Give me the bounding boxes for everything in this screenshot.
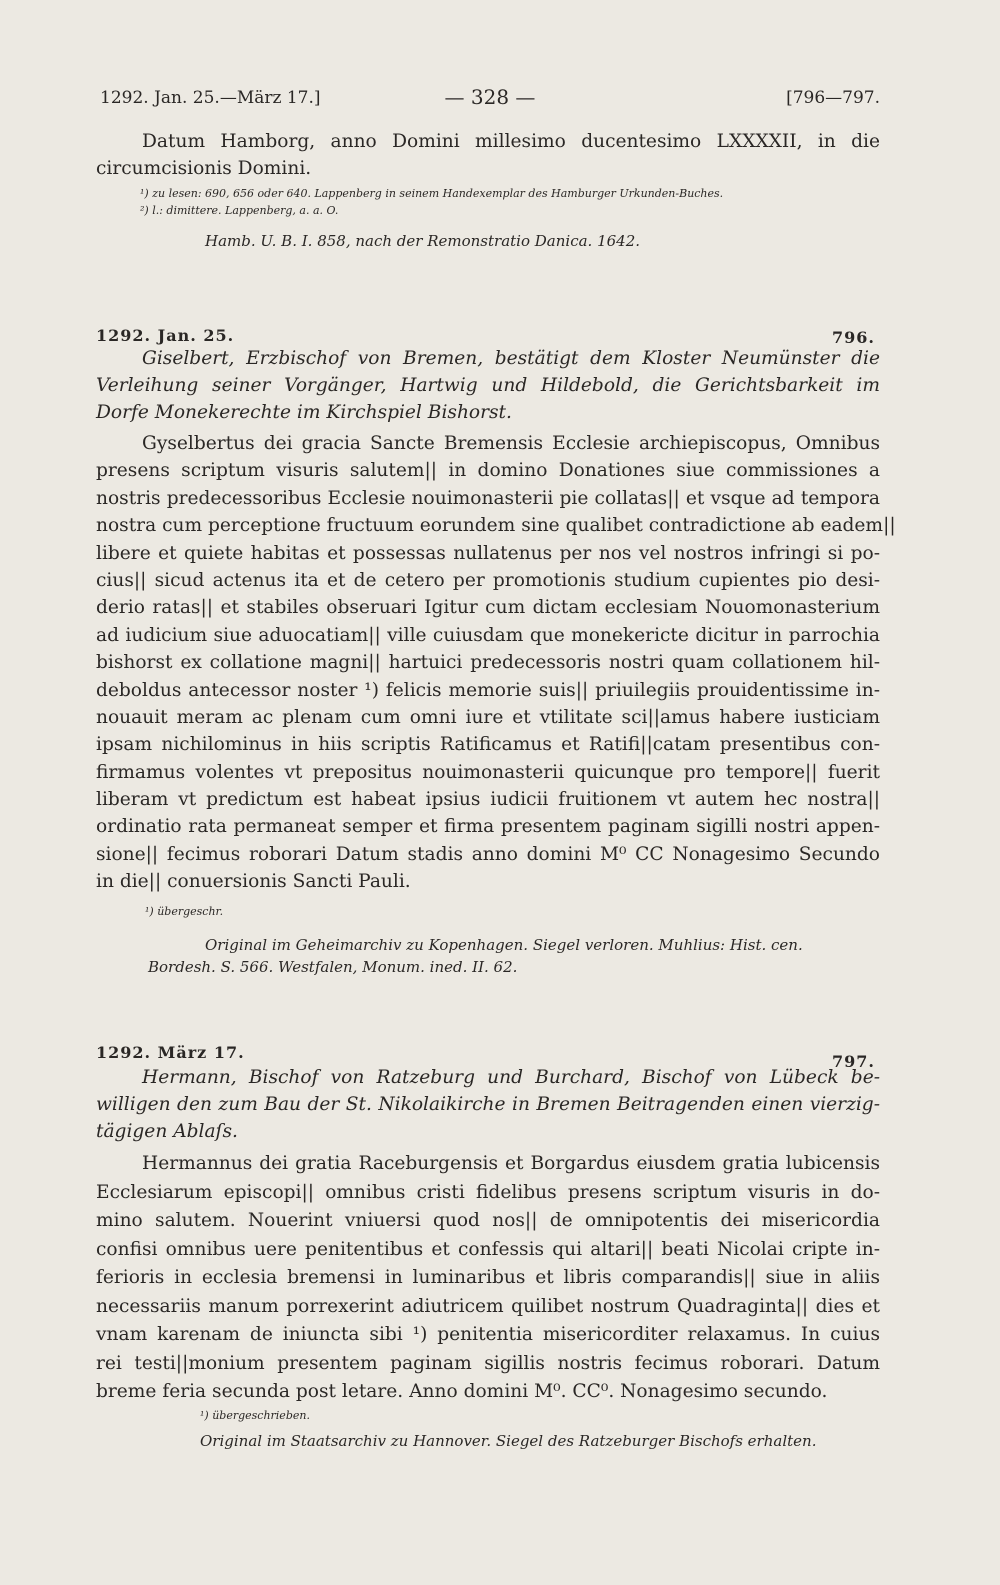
text-line: nostra cum perceptione fructuum eorundem sine qualibet contradictione ab eadem|| [96,515,896,537]
text-line: bishorst ex collatione magni|| hartuici predecessoris nostri quam collationem hil- [96,652,880,674]
regest-line: willigen den zum Bau der St. Nikolaikirche in Bremen Beitragenden einen vierzig- [96,1094,880,1115]
footnote: ¹) übergeschr. [145,905,224,918]
text-line: nouauit meram ac plenam cum omni iure et vtilitate sci||amus habere iusticiam [96,706,880,728]
page-number: — 328 — [444,85,536,109]
text-line: in die|| conuersionis Sancti Pauli. [96,871,411,893]
source-citation: Hamb. U. B. I. 858, nach der Remonstratio Danica. 1642. [205,232,641,250]
text-line: confisi omnibus uere penitentibus et confessis qui altari|| beati Nicolai cripte in- [96,1238,880,1260]
text-line: deboldus antecessor noster ¹) felicis memorie suis|| priuilegiis prouidentissime in- [96,679,880,701]
footnote: ¹) zu lesen: 690, 656 oder 640. Lappenberg in seinem Handexemplar des Hamburger Urkunden-Buches. [140,187,724,200]
document-text [96,430,896,896]
document-date: 1292. März 17. [96,1043,245,1062]
text-line: circumcisionis Domini. [96,158,312,180]
document-number: 796. [832,328,875,347]
text-line: nostris predecessoribus Ecclesie nouimonasterii pie collatas|| et vsque ad tempora [96,487,880,509]
regest-line: Hermann, Bischof von Ratzeburg und Burchard, Bischof von Lübeck be- [142,1067,880,1088]
header-document-range: [796—797. [786,88,880,108]
document-date: 1292. Jan. 25. [96,326,235,345]
source-citation: Bordesh. S. 566. Westfalen, Monum. ined. II. 62. [148,958,518,976]
text-line: derio ratas|| et stabiles obseruari Igitur cum dictam ecclesiam Nouomonasterium [96,597,880,619]
text-line: Hermannus dei gratia Raceburgensis et Borgardus eiusdem gratia lubicensis [142,1153,880,1174]
text-line: rei testi||monium presentem paginam sigillis nostris fecimus roborari. Datum [96,1352,880,1374]
text-line: ferioris in ecclesia bremensi in luminaribus et libris comparandis|| siue in aliis [96,1267,880,1288]
prev-document-text [96,128,880,183]
text-line: breme feria secunda post letare. Anno domini M⁰. CC⁰. Nonagesimo secundo. [96,1381,828,1402]
source-citation: Original im Staatsarchiv zu Hannover. Siegel des Ratzeburger Bischofs erhalten. [200,1432,817,1450]
text-line: firmamus volentes vt prepositus nouimonasterii quicunque pro tempore|| fuerit [96,761,880,783]
document-regest [96,345,880,426]
document-regest [96,1064,880,1145]
text-line: libere et quiete habitas et possessas nullatenus per nos vel nostros infringi si po- [96,542,880,564]
text-line: ipsam nichilominus in hiis scriptis Ratificamus et Ratifi||catam presentibus con- [96,734,880,756]
regest-line: Verleihung seiner Vorgänger, Hartwig und Hildebold, die Gerichtsbarkeit im [96,375,880,396]
header-date-range: 1292. Jan. 25.—März 17.] [100,88,321,108]
text-line: ordinatio rata permaneat semper et firma presentem paginam sigilli nostri appen- [96,816,880,838]
text-line: Datum Hamborg, anno Domini millesimo ducentesimo LXXXXII, in die [142,131,880,152]
text-line: mino salutem. Nouerint vniuersi quod nos|| de omnipotentis dei misericordia [96,1210,880,1231]
source-citation: Original im Geheimarchiv zu Kopenhagen. Siegel verloren. Muhlius: Hist. cen. [205,936,803,954]
regest-line: tägigen Ablaſs. [96,1121,238,1142]
document-text [96,1150,880,1407]
text-line: liberam vt predictum est habeat ipsius iudicii fruitionem vt autem hec nostra|| [96,789,880,811]
text-line: ad iudicium siue aduocatiam|| ville cuiusdam que monekericte dicitur in parrochia [96,624,880,646]
text-line: vnam karenam de iniuncta sibi ¹) penitentia misericorditer relaxamus. In cuius [96,1324,880,1345]
regest-line: Giselbert, Erzbischof von Bremen, bestätigt dem Kloster Neumünster die [142,348,880,369]
text-line: cius|| sicud actenus ita et de cetero per promotionis studium cupientes pio desi- [96,569,880,591]
text-line: sione|| fecimus roborari Datum stadis anno domini M⁰ CC Nonagesimo Secundo [96,843,880,865]
regest-line: Dorfe Monekerechte im Kirchspiel Bishorst. [96,402,512,423]
text-line: necessariis manum porrexerint adiutricem quilibet nostrum Quadraginta|| dies et [96,1295,880,1317]
page-header [100,85,880,112]
footnote: ²) l.: dimittere. Lappenberg, a. a. O. [140,204,339,217]
text-line: presens scriptum visuris salutem|| in domino Donationes siue commissiones a [96,460,880,482]
text-line: Ecclesiarum episcopi|| omnibus cristi fidelibus presens scriptum visuris in do- [96,1181,880,1203]
text-line: Gyselbertus dei gracia Sancte Bremensis Ecclesie archiepiscopus, Omnibus [142,433,880,454]
document-number: 797. [832,1052,875,1071]
footnote: ¹) übergeschrieben. [200,1409,310,1422]
